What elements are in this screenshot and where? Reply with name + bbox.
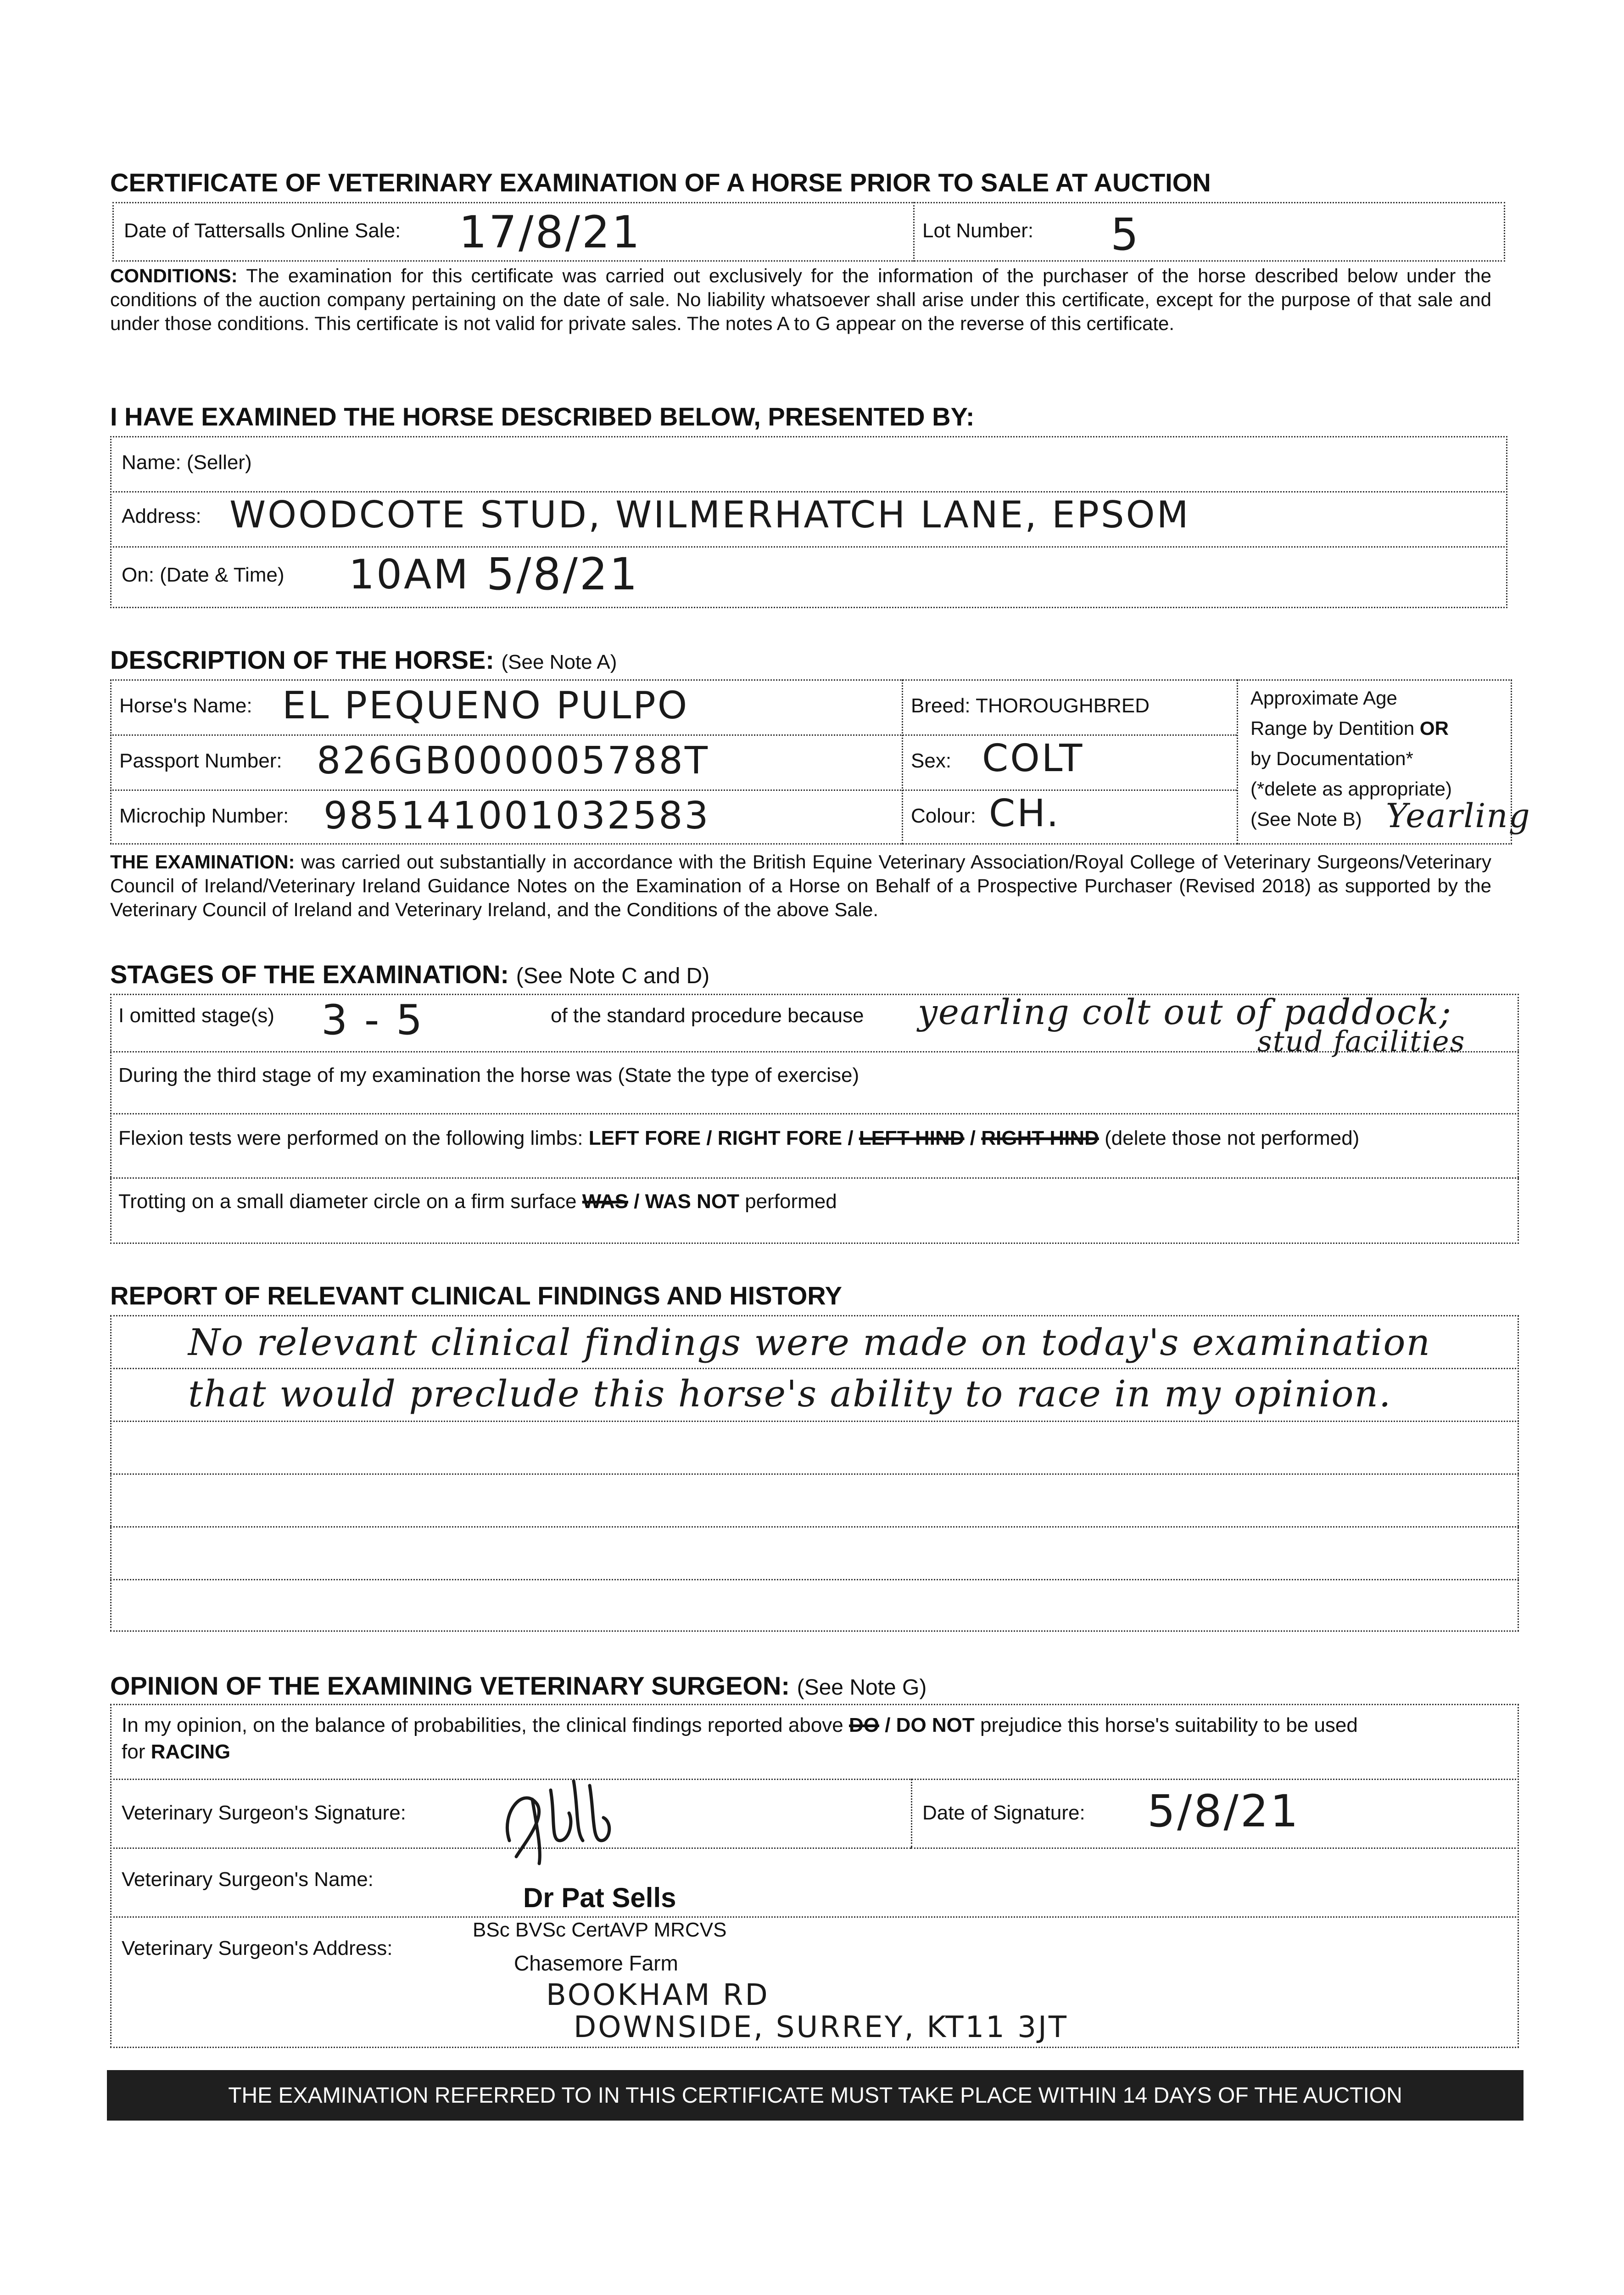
presented-line-1 (110, 491, 1507, 493)
conditions-paragraph (110, 264, 1491, 336)
age-line-2-text: Range by Dentition (1250, 717, 1420, 739)
microchip-label: Microchip Number: (119, 805, 289, 827)
vet-address-line-1[interactable]: BOOKHAM RD (546, 1978, 770, 2012)
report-line-4 (110, 1526, 1519, 1528)
presented-on-label: On: (Date & Time) (122, 564, 285, 586)
vet-name-label: Veterinary Surgeon's Name: (122, 1868, 374, 1891)
omitted-because-value-2[interactable]: stud facilities (1257, 1024, 1466, 1058)
examination-label: THE EXAMINATION: (110, 851, 295, 873)
vet-signature-label: Veterinary Surgeon's Signature: (122, 1802, 406, 1824)
flexion-tests-line (118, 1127, 1359, 1150)
omitted-stages-value[interactable]: 3 - 5 (321, 996, 424, 1044)
omitted-stages-label: I omitted stage(s) (118, 1004, 274, 1027)
lot-number-label: Lot Number: (922, 219, 1034, 242)
presented-line-2 (110, 546, 1507, 548)
seller-address-label: Address: (122, 505, 201, 527)
examination-paragraph (110, 850, 1491, 922)
flexion-fore-limbs: LEFT FORE / RIGHT FORE / (588, 1127, 859, 1149)
seller-name-label: Name: (Seller) (122, 451, 252, 474)
conditions-label: CONDITIONS: (110, 265, 238, 286)
opinion-line-3 (110, 1916, 1519, 1918)
horse-name-label: Horse's Name: (119, 694, 252, 717)
sex-value[interactable]: COLT (982, 737, 1084, 780)
description-heading-text: DESCRIPTION OF THE HORSE: (110, 645, 494, 674)
stages-heading (110, 959, 709, 989)
colour-label: Colour: (911, 805, 976, 827)
report-line-2 (110, 1421, 1519, 1422)
seller-address-value[interactable]: WOODCOTE STUD, WILMERHATCH LANE, EPSOM (229, 493, 1190, 536)
description-note: (See Note A) (501, 651, 617, 673)
flexion-right-hind-deleted: RIGHT HIND (981, 1127, 1099, 1149)
conditions-text: The examination for this certificate was carried out exclusively for the information of the purchaser of the horse described below under the conditions of the auction company pertaining on the date of sale. No liability whatsoever shall arise under this certificate, except for the purpose of that sale and under those conditions. This certificate is not valid for private sales. The notes A to G appear on the reverse of this certificate. (110, 265, 1491, 334)
sex-label: Sex: (911, 750, 952, 772)
report-heading: REPORT OF RELEVANT CLINICAL FINDINGS AND HISTORY (110, 1281, 843, 1310)
vet-name-value: Dr Pat Sells (523, 1882, 676, 1913)
age-value[interactable]: Yearling (1386, 796, 1531, 835)
third-stage-label: During the third stage of my examination the horse was (State the type of exercise) (118, 1064, 859, 1086)
vet-farm: Chasemore Farm (514, 1951, 678, 1975)
examination-text: was carried out substantially in accordance with the British Equine Veterinary Association/Royal College of Veterinary Surgeons/Veterinary Council of Ireland/Veterinary Ireland Guidance Notes on the Examination of a Horse on Behalf of a Prospective Purchaser (Revised 2018) as supported by the Veterinary Council of Ireland and Veterinary Ireland, and the Conditions of the above Sale. (110, 851, 1492, 920)
opinion-line-1 (110, 1779, 1519, 1780)
vet-signature-graphic[interactable] (482, 1772, 619, 1868)
omitted-because-value-1[interactable]: yearling colt out of paddock; (918, 991, 1452, 1032)
presented-time-value[interactable]: 10AM (349, 551, 470, 598)
description-heading (110, 645, 617, 675)
signature-date-label: Date of Signature: (922, 1802, 1085, 1824)
report-finding-line-1[interactable]: No relevant clinical findings were made on today's examination (188, 1321, 1431, 1364)
opinion-text-post: prejudice this horse's suitability to be used (974, 1714, 1358, 1736)
report-line-1 (110, 1368, 1519, 1369)
presented-date-value[interactable]: 5/8/21 (486, 549, 639, 600)
passport-label: Passport Number: (119, 750, 282, 772)
vet-qualifications: BSc BVSc CertAVP MRCVS (473, 1919, 727, 1941)
sale-date-value[interactable]: 17/8/21 (459, 207, 642, 258)
stages-note: (See Note C and D) (516, 964, 710, 988)
trotting-post: performed (739, 1190, 837, 1213)
flexion-separator: / (964, 1127, 982, 1149)
flexion-pre: Flexion tests were performed on the following limbs: (118, 1127, 589, 1149)
description-divider-2 (1237, 679, 1238, 845)
sale-divider (913, 202, 915, 262)
description-divider-1 (902, 679, 903, 845)
trotting-pre: Trotting on a small diameter circle on a firm surface (118, 1190, 582, 1213)
stages-line-3 (110, 1177, 1519, 1179)
vet-address-line-2[interactable]: DOWNSIDE, SURREY, KT11 3JT (574, 2010, 1068, 2044)
breed-label: Breed: THOROUGHBRED (911, 694, 1150, 717)
description-line-2 (110, 789, 1237, 791)
opinion-do-not: / DO NOT (879, 1714, 975, 1736)
age-line-3: by Documentation* (1250, 748, 1413, 769)
age-line-4: (*delete as appropriate) (1250, 778, 1452, 800)
age-line-1: Approximate Age (1250, 687, 1397, 709)
flexion-left-hind-deleted: LEFT HIND (859, 1127, 965, 1149)
report-line-5 (110, 1579, 1519, 1580)
age-line-2 (1250, 713, 1507, 744)
age-line-5: (See Note B) (1250, 808, 1362, 830)
stages-line-2 (110, 1113, 1519, 1114)
description-line-1 (110, 734, 1237, 736)
opinion-racing: RACING (151, 1741, 231, 1763)
footer-notice: THE EXAMINATION REFERRED TO IN THIS CERTIFICATE MUST TAKE PLACE WITHIN 14 DAYS OF THE AUCTION (107, 2070, 1524, 2121)
presented-by-heading: I HAVE EXAMINED THE HORSE DESCRIBED BELOW, PRESENTED BY: (110, 402, 975, 431)
opinion-note: (See Note G) (797, 1675, 927, 1700)
passport-value[interactable]: 826GB000005788T (317, 739, 709, 783)
opinion-do-deleted: DO (849, 1714, 879, 1736)
opinion-for: for (122, 1741, 151, 1763)
signature-date-value[interactable]: 5/8/21 (1147, 1786, 1300, 1837)
report-finding-line-2[interactable]: that would preclude this horse's ability to race in my opinion. (188, 1372, 1392, 1415)
flexion-post: (delete those not performed) (1099, 1127, 1360, 1149)
sale-date-label: Date of Tattersalls Online Sale: (124, 219, 401, 242)
age-line-2-or: OR (1419, 717, 1449, 739)
omitted-because-label: of the standard procedure because (551, 1004, 864, 1027)
opinion-heading-text: OPINION OF THE EXAMINING VETERINARY SURGEON: (110, 1671, 790, 1700)
certificate-title: CERTIFICATE OF VETERINARY EXAMINATION OF A HORSE PRIOR TO SALE AT AUCTION (110, 168, 1211, 197)
report-line-3 (110, 1473, 1519, 1475)
opinion-divider (911, 1779, 912, 1847)
vet-address-label: Veterinary Surgeon's Address: (122, 1937, 393, 1959)
opinion-statement (122, 1712, 1503, 1765)
stages-heading-text: STAGES OF THE EXAMINATION: (110, 960, 509, 989)
horse-name-value[interactable]: EL PEQUENO PULPO (282, 684, 689, 728)
trotting-was-not: / WAS NOT (628, 1190, 739, 1213)
opinion-heading (110, 1671, 926, 1701)
opinion-line-2b (911, 1847, 1519, 1849)
trotting-line (118, 1190, 837, 1213)
opinion-text-pre: In my opinion, on the balance of probabilities, the clinical findings reported above (122, 1714, 849, 1736)
lot-number-value[interactable]: 5 (1111, 209, 1141, 260)
trotting-was-deleted: WAS (582, 1190, 628, 1213)
microchip-value[interactable]: 985141001032583 (324, 794, 710, 838)
colour-value[interactable]: CH. (989, 792, 1060, 835)
